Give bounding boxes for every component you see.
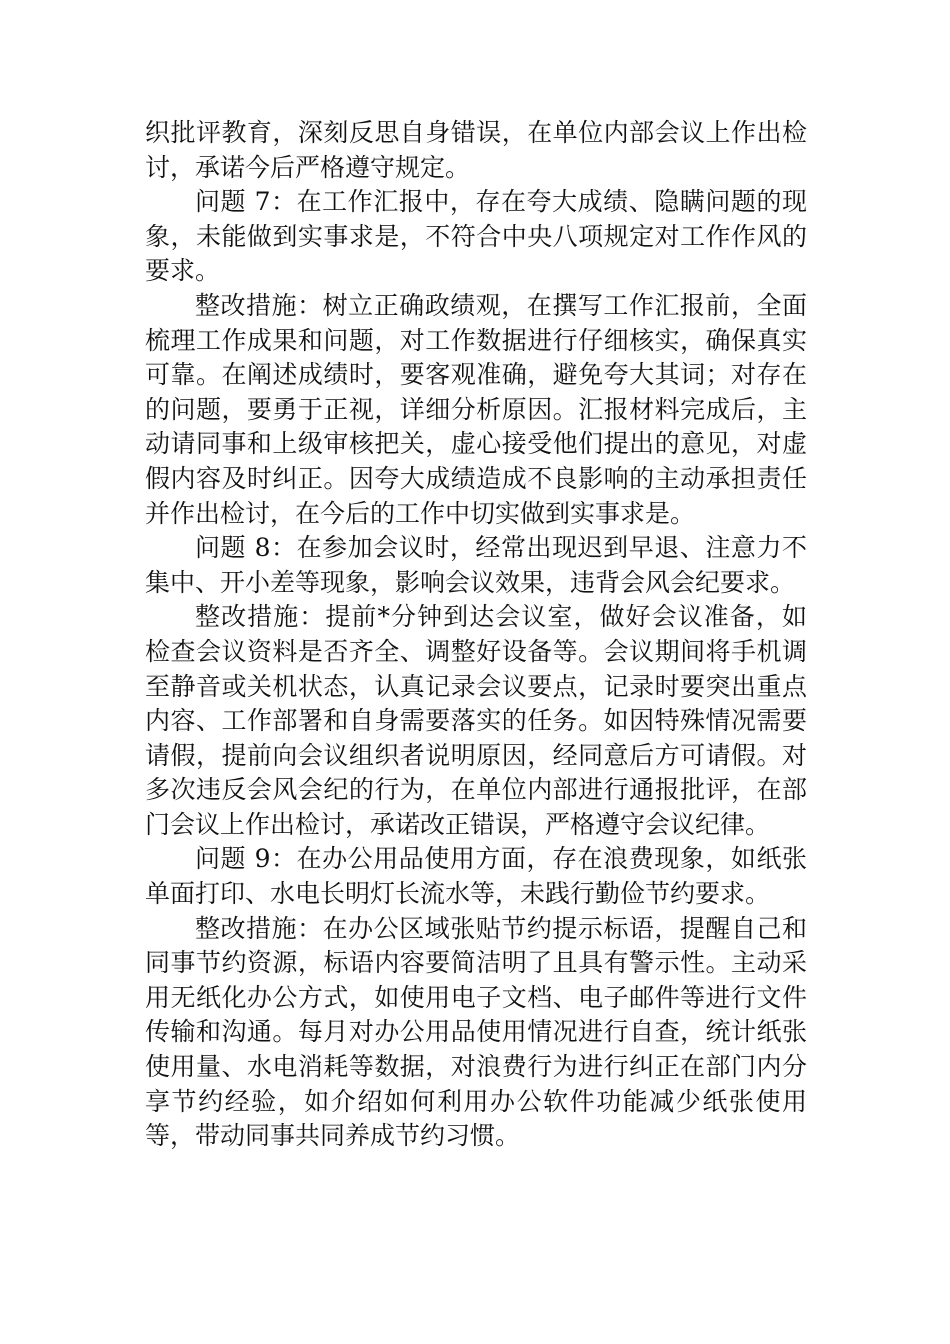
paragraph-measures-7: 整改措施：树立正确政绩观，在撰写工作汇报前，全面梳理工作成果和问题，对工作数据进行仔细核实，确保真实可靠。在阐述成绩时，要客观准确，避免夸大其词；对存在的问题，要勇于正视，详细分析原因。汇报材料完成后，主动请同事和上级审核把关，虚心接受他们提出的意见，对虚假内容及时纠正。因夸大成绩造成不良影响的主动承担责任并作出检讨，在今后的工作中切实做到实事求是。 [145, 290, 807, 528]
paragraph-issue-7: 问题 7：在工作汇报中，存在夸大成绩、隐瞒问题的现象，未能做到实事求是，不符合中央八项规定对工作作风的要求。 [145, 187, 807, 286]
paragraph-issue-9: 问题 9：在办公用品使用方面，存在浪费现象，如纸张单面打印、水电长明灯长流水等，未践行勤俭节约要求。 [145, 844, 807, 909]
paragraph-continuation: 织批评教育，深刻反思自身错误，在单位内部会议上作出检讨，承诺今后严格遵守规定。 [145, 118, 807, 182]
document-body [145, 116, 807, 1154]
paragraph-issue-8: 问题 8：在参加会议时，经常出现迟到早退、注意力不集中、开小差等现象，影响会议效果，违背会风会纪要求。 [145, 533, 807, 597]
paragraph-measures-8: 整改措施：提前*分钟到达会议室，做好会议准备，如检查会议资料是否齐全、调整好设备等。会议期间将手机调至静音或关机状态，认真记录会议要点，记录时要突出重点内容、工作部署和自身需要落实的任务。如因特殊情况需要请假，提前向会议组织者说明原因，经同意后方可请假。对多次违反会风会纪的行为，在单位内部进行通报批评，在部门会议上作出检讨，承诺改正错误，严格遵守会议纪律。 [145, 602, 807, 839]
paragraph-measures-9: 整改措施：在办公区域张贴节约提示标语，提醒自己和同事节约资源，标语内容要简洁明了且具有警示性。主动采用无纸化办公方式，如使用电子文档、电子邮件等进行文件传输和沟通。每月对办公用品使用情况进行自查，统计纸张使用量、水电消耗等数据，对浪费行为进行纠正在部门内分享节约经验，如介绍如何利用办公软件功能减少纸张使用等，带动同事共同养成节约习惯。 [145, 913, 807, 1151]
